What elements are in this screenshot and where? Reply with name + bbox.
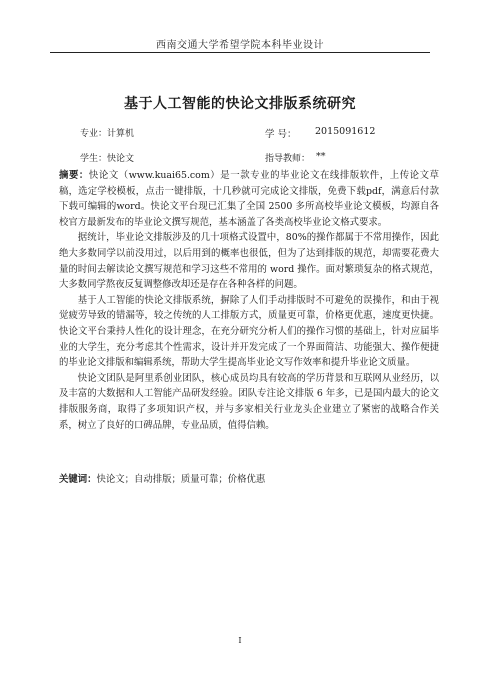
advisor-label: 指导教师： xyxy=(265,154,311,164)
abstract-paragraph-4: 快论文团队是阿里系创业团队，核心成员均具有较高的学历背景和互联网从业经历，以及丰富的大数据和人工智能产品研发经验。团队专注论文排版 6 年多，已是国内最大的论文排版服务商，取得了多项知识产权，并与多家相关行业龙头企业建立了紧密的战略合作关系，树立了良好的口碑品牌，专业品质，值得信赖。 xyxy=(59,372,439,431)
advisor-value: ** xyxy=(316,151,326,162)
abstract-label: 摘要： xyxy=(59,170,89,181)
abstract-text-1: 快论文（www.kuai65.com）是一款专业的毕业论文在线排版软件，上传论文草稿，选定学校模板，点击一键排版，十几秒就可完成论文排版，免费下载pdf，满意后付款下载可编辑的word。快论文平台现已汇集了全国 2500 多所高校毕业论文模板，均源自各校官方最新发布的毕业论文撰写规范，基本涵盖了各类高校毕业论文格式要求。 xyxy=(59,170,439,228)
header-rule xyxy=(50,52,430,53)
abstract-paragraph-3: 基于人工智能的快论文排版系统，摒除了人们手动排版时不可避免的误操作，和由于视觉疲劳导致的错漏等，较之传统的人工排版方式，质量更可靠，价格更优惠，速度更快捷。快论文平台秉持人性化的设计理念，在充分研究分析人们的操作习惯的基础上，针对应届毕业的大学生，充分考虑其个性需求，设计并开发完成了一个界面简洁、功能强大、操作便捷的毕业论文排版和编辑系统，帮助大学生提高毕业论文写作效率和提升毕业论文质量。 xyxy=(59,294,439,369)
paper-title: 基于人工智能的快论文排版系统研究 xyxy=(124,96,356,112)
keywords-label: 关键词： xyxy=(59,474,97,485)
running-header: 西南交通大学希望学院本科毕业设计 xyxy=(156,40,324,51)
keywords-text: 快论文；自动排版；质量可靠；价格优惠 xyxy=(96,474,266,485)
abstract-paragraph-1 xyxy=(59,168,439,230)
student-id-label: 学 号： xyxy=(265,129,297,140)
student-id-value: 2015091612 xyxy=(315,126,376,137)
major-label: 专业：计算机 xyxy=(80,129,135,139)
student-label: 学生：快论文 xyxy=(80,154,135,164)
abstract-body xyxy=(59,168,439,433)
page-number: I xyxy=(238,636,242,645)
keywords-line xyxy=(59,471,439,485)
abstract-paragraph-2: 据统计，毕业论文排版涉及的几十项格式设置中，80%的操作都属于不常用操作，因此绝大多数同学以前没用过，以后用到的概率也很低，但为了达到排版的规范，却需要花费大量的时间去解读论文撰写规范和学习这些不常用的 word 操作。面对繁琐复杂的格式规范，大多数同学熬夜反复调整修改却还是存在各种各样的问题。 xyxy=(59,232,439,291)
